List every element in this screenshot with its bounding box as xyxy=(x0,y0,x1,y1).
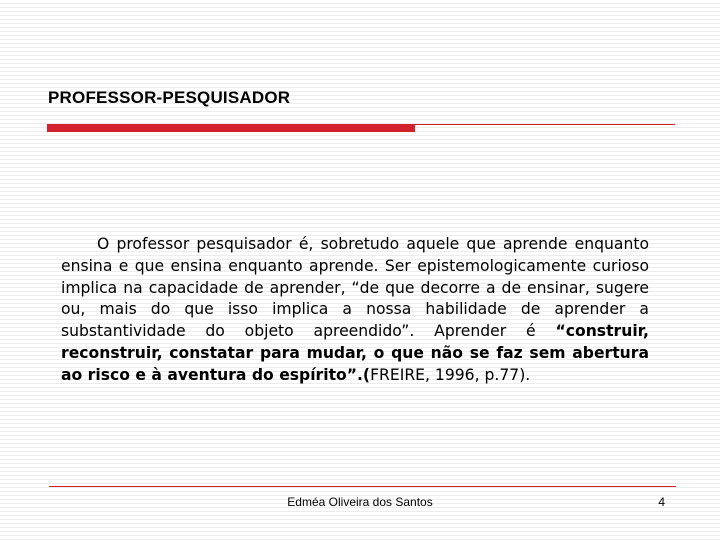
quote-citation: FREIRE, 1996, p.77). xyxy=(370,365,531,384)
quote-text: O professor pesquisador é, sobretudo aquele que aprende enquanto ensina e que ensina enquanto aprende. Ser epistemologicamente curioso implica na capacidade de aprender, “de que decorre a de ensinar, sugere ou, mais do que isso implica a nossa habilidade de aprender a substantividade do objeto apreendido”. Aprender é xyxy=(61,235,649,341)
footer-divider xyxy=(49,486,676,487)
page-number: 4 xyxy=(658,495,665,509)
quote-bold-text: “construir, reconstruir, constatar para mudar, o que não se faz sem abertura ao risco e à aventura do espírito”.( xyxy=(61,322,649,384)
title-accent-bar xyxy=(47,124,415,132)
slide-title: PROFESSOR-PESQUISADOR xyxy=(48,88,291,107)
quote-paragraph xyxy=(61,234,649,387)
title-underline xyxy=(415,124,675,125)
footer-author: Edméa Oliveira dos Santos xyxy=(287,495,433,509)
